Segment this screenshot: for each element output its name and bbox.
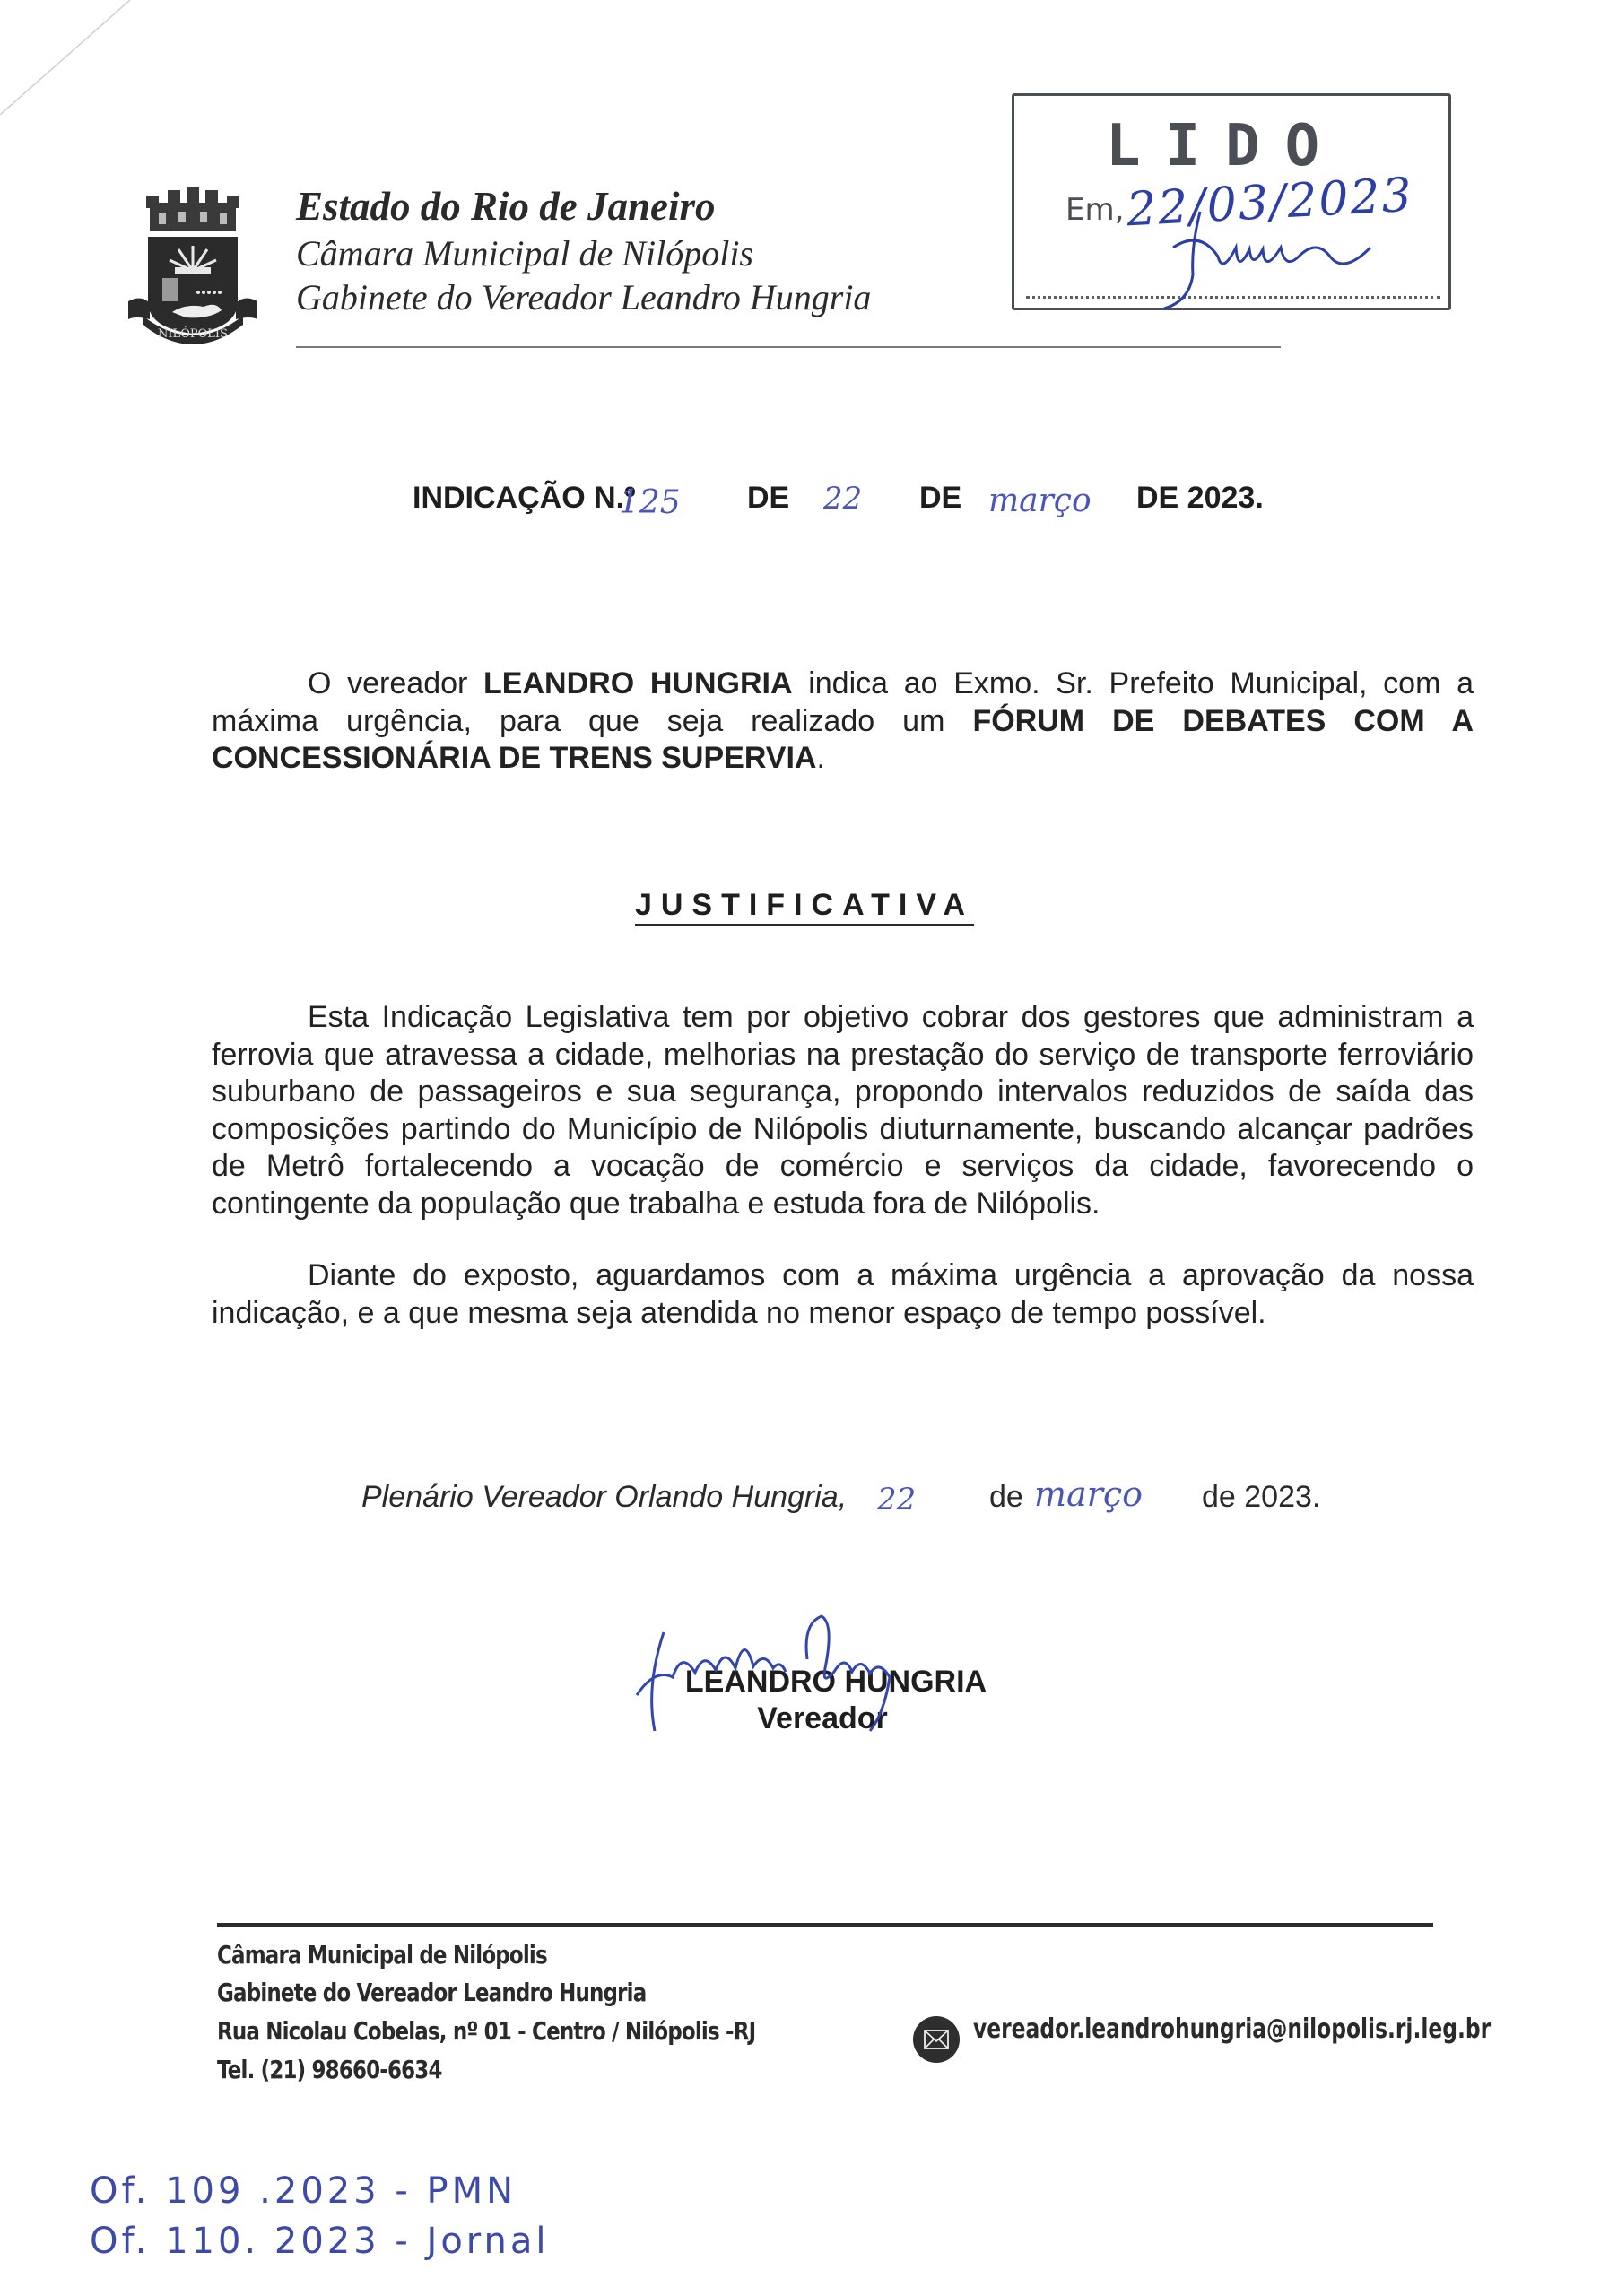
- header-state: Estado do Rio de Janeiro: [296, 184, 716, 229]
- intro-text-3: .: [816, 741, 825, 775]
- footer-divider: [217, 1923, 1433, 1927]
- title-prefix: INDICAÇÃO N.º: [413, 481, 636, 515]
- closing-day: 22: [877, 1482, 917, 1518]
- title-month: março: [988, 483, 1092, 519]
- footer-phone: Tel. (21) 98660-6634: [217, 2055, 442, 2084]
- title-number: 125: [619, 484, 681, 521]
- intro-councillor-name: LEANDRO HUNGRIA: [483, 666, 793, 700]
- scan-edge-line: [0, 0, 179, 135]
- footer-address: Rua Nicolau Cobelas, nº 01 - Centro / Nilópolis -RJ: [217, 2016, 756, 2046]
- coat-of-arms-label: NILÓPOLIS: [158, 327, 228, 341]
- signatory-name: LEANDRO HUNGRIA: [684, 1665, 987, 1699]
- closing-de: de: [989, 1480, 1023, 1514]
- justification-heading: [0, 888, 1609, 923]
- signatory-role: Vereador: [757, 1701, 888, 1735]
- title-day: 22: [823, 481, 863, 517]
- stamp-date: 22/03/2023: [1125, 168, 1415, 238]
- read-stamp: [1012, 86, 1455, 316]
- stamp-em-label: Em,: [1065, 192, 1125, 228]
- closing-place: Plenário Vereador Orlando Hungria,: [361, 1480, 848, 1514]
- intro-text-2: indica ao Exmo. Sr. Prefeito Municipal, com a máxima urgência, para que seja realizado um: [212, 666, 1474, 738]
- intro-paragraph: [212, 665, 1474, 778]
- footer-office: Gabinete do Vereador Leandro Hungria: [217, 1978, 647, 2007]
- stamp-word: LIDO: [1106, 113, 1345, 179]
- title-de-2: DE: [919, 481, 962, 515]
- header-chamber: Câmara Municipal de Nilópolis: [296, 233, 753, 274]
- intro-subject: FÓRUM DE DEBATES COM A CONCESSIONÁRIA DE TRENS SUPERVIA: [212, 703, 1474, 775]
- justification-paragraph-2: [212, 1257, 1474, 1332]
- title-de-1: DE: [747, 481, 790, 515]
- intro-text-1: O vereador: [308, 666, 484, 700]
- document-title: [0, 481, 1609, 527]
- footer-chamber: Câmara Municipal de Nilópolis: [217, 1940, 547, 1970]
- envelope-icon: [912, 2015, 961, 2064]
- title-suffix: DE 2023.: [1136, 481, 1264, 515]
- justification-paragraph-1: [212, 999, 1474, 1222]
- header-divider: [296, 346, 1281, 348]
- handwritten-note: Of. 110. 2023 - Jornal: [90, 2221, 550, 2262]
- handwritten-signature: [610, 1596, 969, 1740]
- justification-text-1: Esta Indicação Legislativa tem por objetivo cobrar dos gestores que administram a ferrovia que atravessa a cidade, melhorias na prestação do serviço de transporte ferroviário suburbano de passageiros e sua segurança, propondo intervalos reduzidos de saída das composições partindo do Município de Nilópolis diuturnamente, buscando alcançar padrões de Metrô fortalecendo a vocação de comércio e serviços da cidade, favorecendo o contingente da população que trabalha e estuda fora de Nilópolis.: [212, 1000, 1474, 1221]
- closing-year: de 2023.: [1202, 1480, 1321, 1514]
- justification-heading-text: JUSTIFICATIVA: [635, 888, 974, 926]
- closing-month: março: [1034, 1474, 1144, 1514]
- header-office: Gabinete do Vereador Leandro Hungria: [296, 277, 872, 317]
- justification-text-2: Diante do exposto, aguardamos com a máxima urgência a aprovação da nossa indicação, e a que mesma seja atendida no menor espaço de tempo possível.: [212, 1258, 1474, 1330]
- stamp-initials-signature: [1137, 194, 1406, 310]
- footer-email[interactable]: vereador.leandrohungria@nilopolis.rj.leg.br: [973, 2013, 1492, 2045]
- coat-of-arms-icon: [123, 185, 263, 344]
- handwritten-note: Of. 109 .2023 - PMN: [90, 2170, 517, 2212]
